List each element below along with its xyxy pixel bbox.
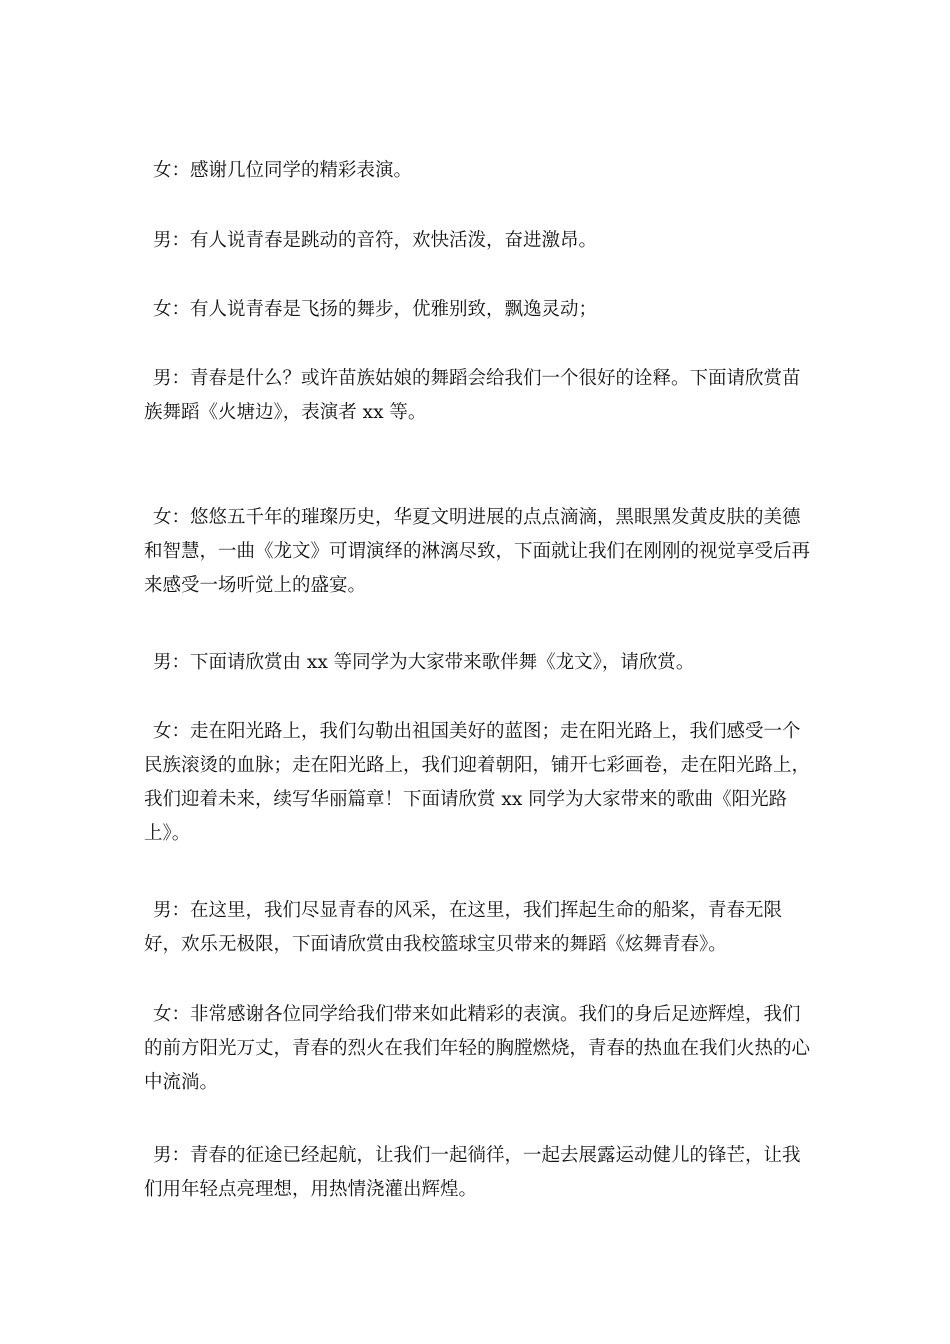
- paragraph-8: 男：在这里，我们尽显青春的风采，在这里，我们挥起生命的船桨，青春无限好，欢乐无极限，下面请欣赏由我校篮球宝贝带来的舞蹈《炫舞青春》。: [144, 900, 783, 955]
- paragraph-7: 女：走在阳光路上，我们勾勒出祖国美好的蓝图；走在阳光路上，我们感受一个民族滚烫的血脉；走在阳光路上，我们迎着朝阳，铺开七彩画卷，走在阳光路上，我们迎着未来，续写华丽篇章！下面请欣赏 xx 同学为大家带来的歌曲《阳光路上》。: [144, 721, 811, 844]
- paragraph-6: 男：下面请欣赏由 xx 等同学为大家带来歌伴舞《龙文》，请欣赏。: [153, 652, 695, 673]
- paragraph-9: 女：非常感谢各位同学给我们带来如此精彩的表演。我们的身后足迹辉煌，我们的前方阳光万丈，青春的烈火在我们年轻的胸膛燃烧，青春的热血在我们火热的心中流淌。: [144, 1004, 811, 1093]
- paragraph-4: 男：青春是什么？或许苗族姑娘的舞蹈会给我们一个很好的诠释。下面请欣赏苗族舞蹈《火塘边》，表演者 xx 等。: [144, 368, 801, 423]
- paragraph-1: 女：感谢几位同学的精彩表演。: [153, 160, 413, 181]
- paragraph-5: 女：悠悠五千年的璀璨历史，华夏文明进展的点点滴滴，黑眼黑发黄皮肤的美德和智慧，一曲《龙文》可谓演绎的淋漓尽致，下面就让我们在刚刚的视觉享受后再来感受一场听觉上的盛宴。: [144, 507, 811, 596]
- paragraph-10: 男：青春的征途已经起航，让我们一起徜徉，一起去展露运动健儿的锋芒，让我们用年轻点亮理想，用热情浇灌出辉煌。: [144, 1145, 801, 1200]
- paragraph-2: 男：有人说青春是跳动的音符，欢快活泼，奋进激昂。: [153, 230, 598, 251]
- paragraph-3: 女：有人说青春是飞扬的舞步，优雅别致，飘逸灵动；: [153, 299, 598, 320]
